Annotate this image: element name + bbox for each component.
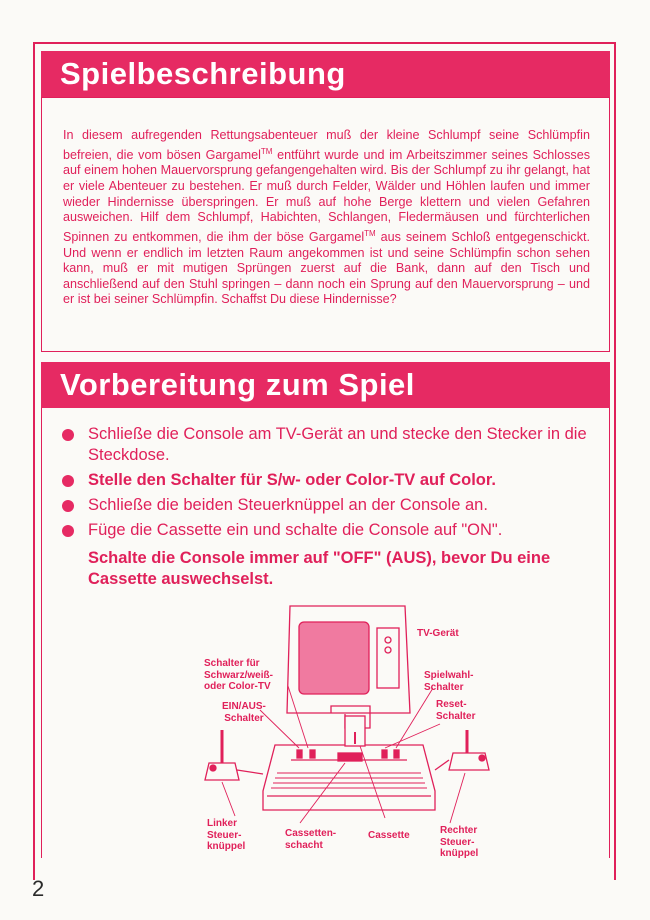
label-cassette: Cassette bbox=[368, 830, 410, 841]
left-joystick-icon bbox=[205, 730, 263, 780]
list-item bbox=[62, 424, 597, 466]
list-item-text: Schließe die Console am TV-Gerät an und stecke den Stecker in die Steckdose. bbox=[88, 425, 587, 464]
bullet-icon bbox=[62, 500, 74, 512]
tv-screen bbox=[299, 622, 369, 694]
right-joystick-icon bbox=[435, 730, 489, 770]
preparation-list bbox=[62, 424, 597, 545]
list-item bbox=[62, 495, 597, 516]
trademark-mark: TM bbox=[364, 228, 376, 238]
description-paragraph bbox=[63, 128, 590, 308]
label-left-joystick: Linker Steuer- knüppel bbox=[207, 818, 246, 852]
label-game-select: Spielwahl- Schalter bbox=[424, 670, 474, 693]
trademark-mark: TM bbox=[260, 146, 273, 156]
bullet-icon bbox=[62, 475, 74, 487]
description-text-c: aus seinem Schloß entgegenschickt. Und wenn er endlich im letzten Raum angekommen ist und seine Schlümpfin schon sehen kann, muß er mit mutigen Sprüngen zuerst auf die Bank, dann auf den Tisch und anschließend auf den Stuhl springen – dann noch ein Sprung auf den Mauervorsprung – und er ist bei seiner Schlümpfin. Schaffst Du diese Hindernisse? bbox=[63, 229, 591, 307]
list-item-text: Stelle den Schalter für S/w- oder Color-TV auf Color. bbox=[88, 471, 496, 489]
label-bw-switch: Schalter für Schwarz/weiß- oder Color-TV bbox=[204, 658, 273, 692]
label-reset: Reset- Schalter bbox=[436, 699, 476, 722]
description-text-b: entführt wurde und im Arbeitszimmer seines Schlosses auf einem hohen Mauervorsprung gefangengehalten wird. Bis der Schlumpf zu ihr gelangt, hat er viele Abenteuer zu bestehen. Er muß durch Felder, Wälder und Höhlen laufen und immer wieder Hindernisse überspringen. Er muß auf hohe Berge klettern und vielen Gefahren ausweichen. Hilf dem Schlumpf, Habichten, Schlangen, Fledermäusen und fürchterlichen Spinnen zu entkommen, die ihm der böse Gargamel bbox=[63, 147, 590, 244]
warning-text: Schalte die Console immer auf "OFF" (AUS), bevor Du eine Cassette auswechselst. bbox=[88, 549, 551, 588]
page-number: 2 bbox=[32, 876, 45, 901]
bullet-icon bbox=[62, 525, 74, 537]
list-item bbox=[62, 520, 597, 541]
bullet-icon bbox=[62, 429, 74, 441]
description-text-a: In diesem aufregenden Rettungsabenteuer muß der kleine Schlumpf seine Schlümpfin befreien, die vom bösen Gargamel bbox=[63, 128, 590, 162]
label-cartridge-slot: Cassetten- schacht bbox=[285, 828, 337, 851]
list-item-text: Schließe die beiden Steuerknüppel an der Console an. bbox=[88, 496, 488, 514]
label-right-joystick: Rechter Steuer- knüppel bbox=[440, 825, 479, 859]
list-item bbox=[62, 470, 597, 491]
label-tv: TV-Gerät bbox=[417, 628, 459, 639]
section-title-description: Spielbeschreibung bbox=[41, 51, 610, 97]
label-power-switch: EIN/AUS- Schalter bbox=[222, 701, 266, 724]
list-item-text: Füge die Cassette ein und schalte die Console auf "ON". bbox=[88, 521, 503, 539]
section-title-preparation: Vorbereitung zum Spiel bbox=[41, 362, 610, 408]
